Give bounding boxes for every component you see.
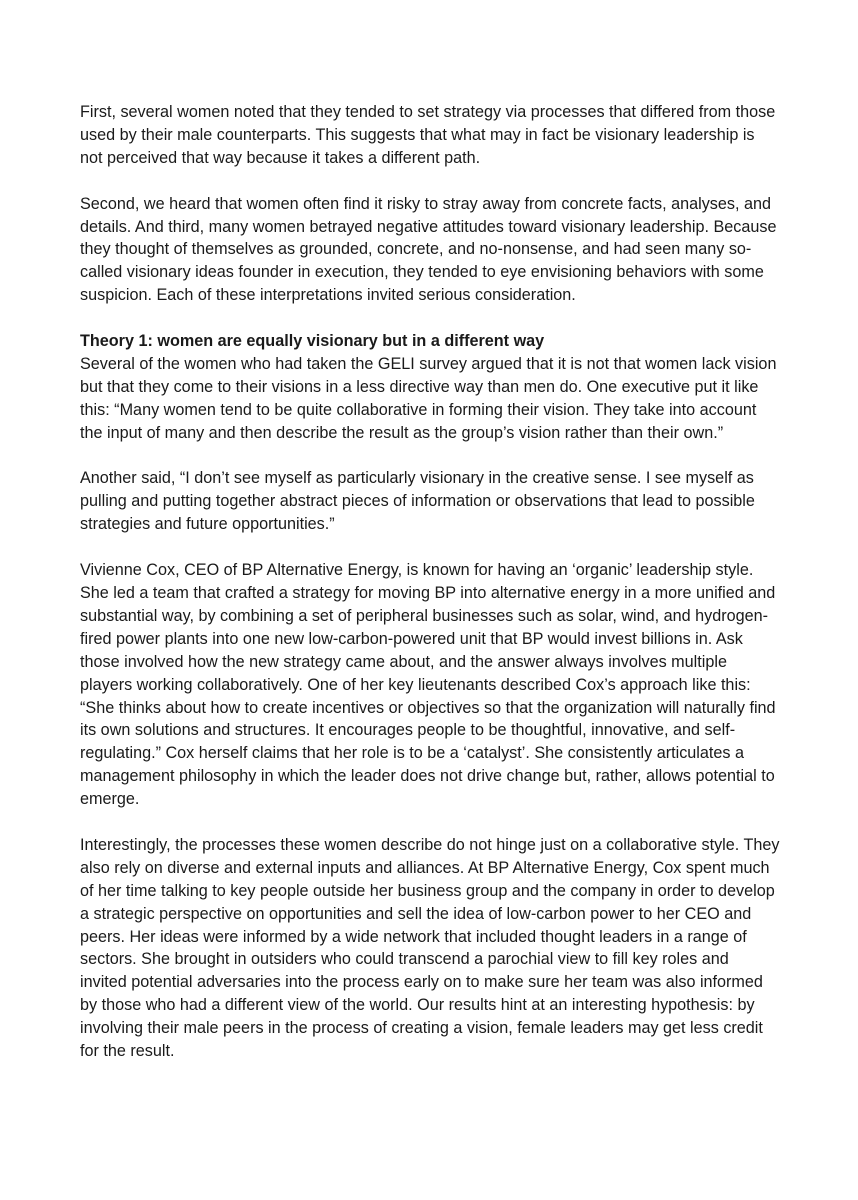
paragraph-vivienne-cox: Vivienne Cox, CEO of BP Alternative Energy, is known for having an ‘organic’ leadership style. She led a team that crafted a strategy for moving BP into alternative energy in a more unified and substantial way, by combining a set of peripheral businesses such as solar, wind, and hydrogen-fired power plants into one new low-carbon-powered unit that BP would invest billions in. Ask those involved how the new strategy came about, and the answer always involves multiple players working collaboratively. One of her key lieutenants described Cox’s approach like this: “She thinks about how to create incentives or objectives so that the organization will naturally find its own solutions and structures. It encourages people to be thoughtful, innovative, and self-regulating.” Cox herself claims that her role is to be a ‘catalyst’. She consistently articulates a management philosophy in which the leader does not drive change but, rather, allows potential to emerge. [80,561,776,809]
paragraph-another-said: Another said, “I don’t see myself as particularly visionary in the creative sense. I see myself as pulling and putting together abstract pieces of information or observations that lead to possible strategies and future opportunities.” [80,469,755,534]
section-heading-theory-1: Theory 1: women are equally visionary but in a different way [80,332,545,351]
paragraph-first: First, several women noted that they tended to set strategy via processes that differed from those used by their male counterparts. This suggests that what may in fact be visionary leadership is not perceived that way because it takes a different path. [80,103,776,167]
paragraph-second: Second, we heard that women often find it risky to stray away from concrete facts, analyses, and details. And third, many women betrayed negative attitudes toward visionary leadership. Because they thought of themselves as grounded, concrete, and no-nonsense, and had seen many so-called visionary ideas founder in execution, they tended to eye envisioning behaviors with some suspicion. Each of these interpretations invited serious consideration. [80,194,777,305]
document-page [80,101,780,1086]
paragraph-interestingly: Interestingly, the processes these women describe do not hinge just on a collaborative style. They also rely on diverse and external inputs and alliances. At BP Alternative Energy, Cox spent much of her time talking to key people outside her business group and the company in order to develop a strategic perspective on opportunities and sell the idea of low-carbon power to her CEO and peers. Her ideas were informed by a wide network that included thought leaders in a range of sectors. She brought in outsiders who could transcend a parochial view to fill key roles and invited potential adversaries into the process early on to make sure her team was also informed by those who had a different view of the world. Our results hint at an interesting hypothesis: by involving their male peers in the process of creating a vision, female leaders may get less credit for the result. [80,835,780,1061]
paragraph-theory-1-intro: Several of the women who had taken the GELI survey argued that it is not that women lack vision but that they come to their visions in a less directive way than men do. One executive put it like this: “Many women tend to be quite collaborative in forming their vision. They take into account the input of many and then describe the result as the group’s vision rather than their own.” [80,354,777,442]
